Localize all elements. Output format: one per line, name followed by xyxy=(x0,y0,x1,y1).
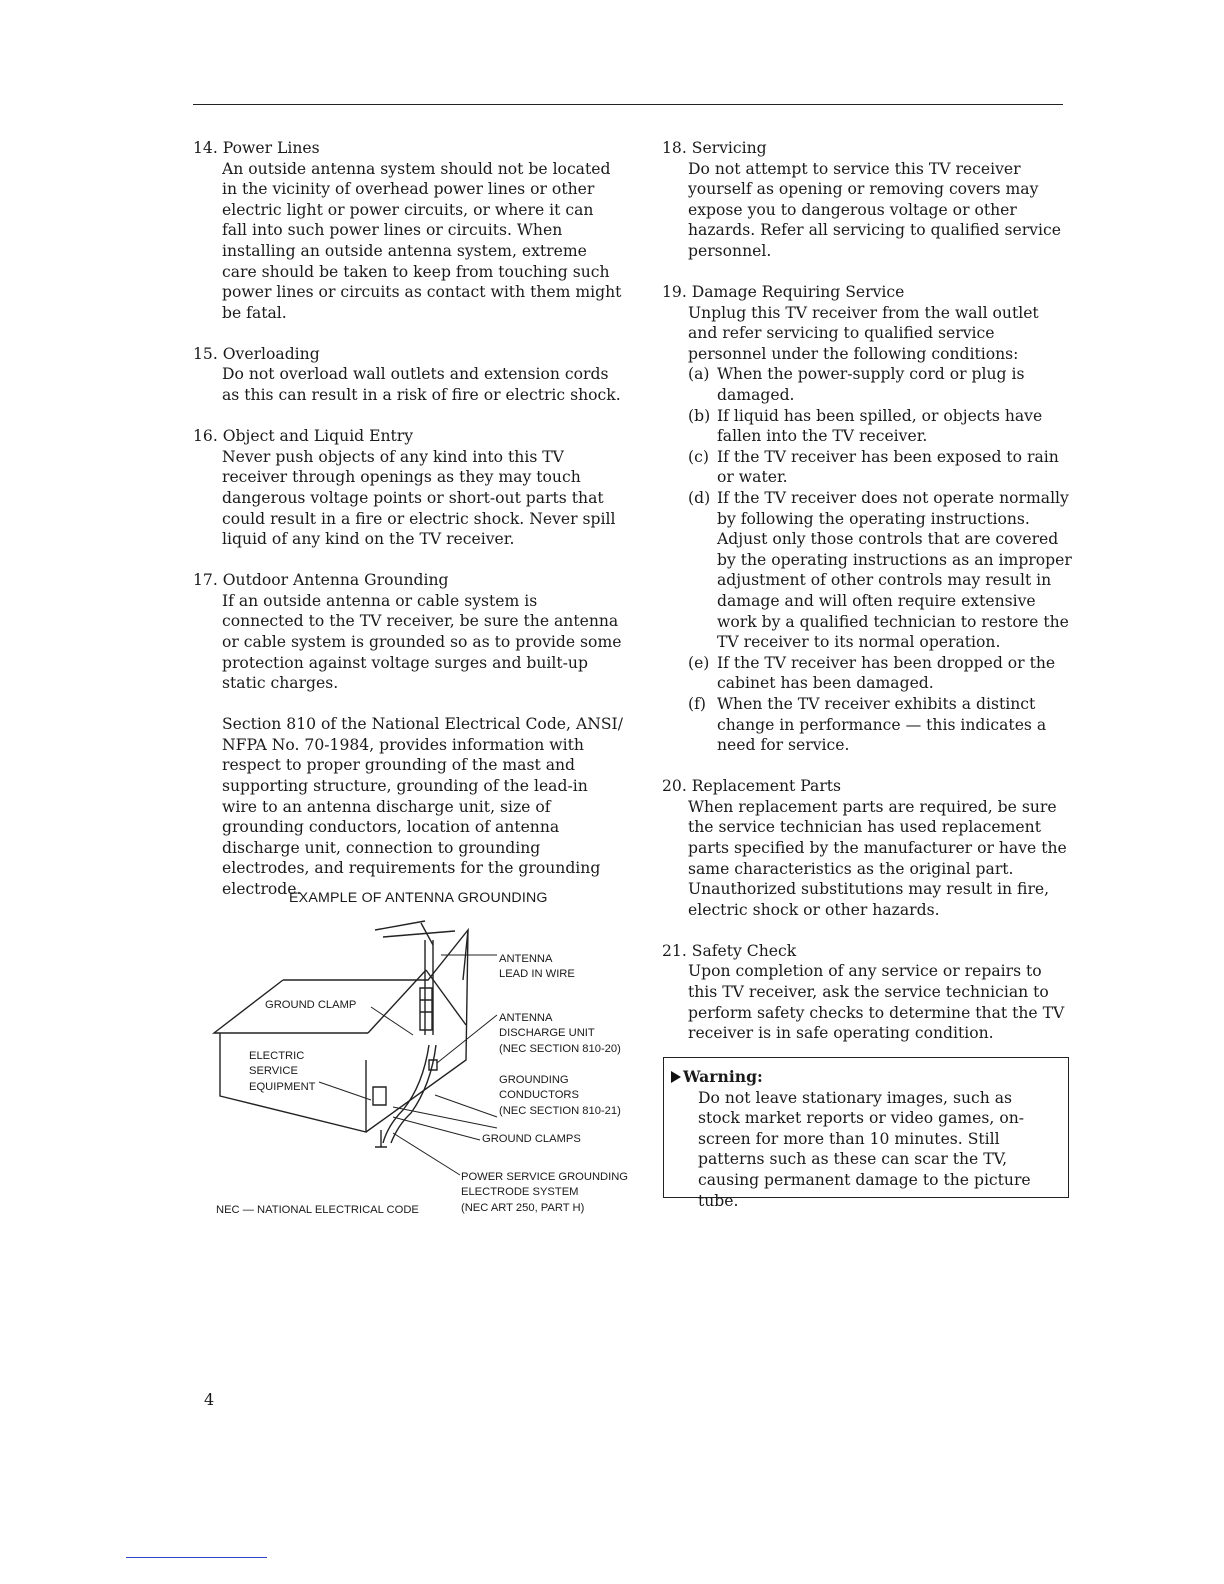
label-ground-clamps: GROUND CLAMPS xyxy=(482,1133,581,1145)
section-outdoor-antenna-grounding xyxy=(193,570,623,899)
section-object-liquid-entry xyxy=(193,426,623,550)
section-paragraph: Upon completion of any service or repairs to this TV receiver, ask the service technician to perform safety checks to determine that the TV receiver is in safe operating condition. xyxy=(688,962,1065,1043)
section-title: 19. Damage Requiring Service xyxy=(662,283,905,302)
section-damage-requiring-service xyxy=(662,282,1072,756)
section-paragraph: If an outside antenna or cable system is connected to the TV receiver, be sure the antenna or cable system is grounded so as to provide some protection against voltage surges and built-up static charges. xyxy=(222,591,622,693)
list-item-text: If the TV receiver has been exposed to rain or water. xyxy=(717,447,1059,487)
list-item xyxy=(688,488,1072,653)
list-item-letter: (e) xyxy=(688,653,710,672)
list-item-letter: (d) xyxy=(688,489,711,507)
antenna-grounding-figure xyxy=(193,885,653,1225)
list-item-text: When the power-supply cord or plug is damaged. xyxy=(717,365,1025,405)
label-discharge-antenna: ANTENNA xyxy=(499,1012,553,1024)
section-overloading xyxy=(193,344,623,406)
section-paragraph: Do not attempt to service this TV receiver yourself as opening or removing covers may expose you to dangerous voltage or other hazards. Refer all servicing to qualified service personnel. xyxy=(688,159,1061,260)
list-item-letter: (a) xyxy=(688,365,710,384)
label-discharge-unit: DISCHARGE UNIT xyxy=(499,1027,595,1040)
section-paragraph: Never push objects of any kind into this TV receiver through openings as they may touch dangerous voltage points or short-out parts that could result in a fire or electric shock. Never spill liquid of any kind on the TV receiver. xyxy=(222,447,616,549)
list-item xyxy=(688,653,1072,694)
right-column xyxy=(662,138,1072,1064)
section-paragraph: Unplug this TV receiver from the wall outlet and refer servicing to qualified service personnel under the following conditions: xyxy=(688,303,1039,363)
header-rule xyxy=(193,104,1063,105)
section-title: 17. Outdoor Antenna Grounding xyxy=(193,571,449,590)
section-paragraph: An outside antenna system should not be located in the vicinity of overhead power lines or other electric light or power circuits, or where it can fall into such power lines or circuits. When installing an outside antenna system, extreme care should be taken to keep from touching such power lines or circuits as contact with them might be fatal. xyxy=(222,159,622,322)
section-paragraph: Section 810 of the National Electrical Code, ANSI/ NFPA No. 70-1984, provides information with respect to proper grounding of the mast and supporting structure, grounding of the lead-in wire to an antenna discharge unit, size of grounding conductors, location of antenna discharge unit, connection to grounding electrodes, and requirements for the grounding electrode. xyxy=(222,715,623,898)
warning-heading xyxy=(671,1067,1058,1088)
list-item-letter: (f) xyxy=(688,694,706,713)
list-item xyxy=(688,447,1072,488)
list-item-text: If the TV receiver does not operate normally by following the operating instructions. Adjust only those controls that are covered by the operating instructions as an improper adjustment of other controls may result in damage and will often require extensive work by a qualified technician to restore the TV receiver to its normal operation. xyxy=(717,489,1072,652)
section-paragraph: Do not overload wall outlets and extension cords as this can result in a risk of fire or electric shock. xyxy=(222,365,621,405)
section-title: 16. Object and Liquid Entry xyxy=(193,427,414,446)
label-discharge-nec: (NEC SECTION 810-20) xyxy=(499,1042,621,1055)
list-item xyxy=(688,406,1072,447)
warning-box xyxy=(663,1057,1069,1210)
section-title: 15. Overloading xyxy=(193,344,320,363)
left-column xyxy=(193,138,623,920)
label-grounding: GROUNDING xyxy=(499,1074,569,1086)
section-safety-check xyxy=(662,941,1072,1044)
section-paragraph: When replacement parts are required, be sure the service technician has used replacement parts specified by the manufacturer or have the same characteristics as the original part. Unauthorized substitutions may result in fire, electric shock or other hazards. xyxy=(688,797,1067,919)
label-electric: ELECTRIC xyxy=(249,1050,305,1062)
section-title: 18. Servicing xyxy=(662,139,767,157)
section-title: 20. Replacement Parts xyxy=(662,777,842,796)
list-item-text: If liquid has been spilled, or objects have fallen into the TV receiver. xyxy=(717,406,1043,446)
list-item xyxy=(688,694,1072,756)
list-item-text: When the TV receiver exhibits a distinct change in performance — this indicates a need for service. xyxy=(717,694,1047,755)
section-servicing xyxy=(662,138,1072,262)
list-item xyxy=(688,364,1072,405)
warning-arrow-icon xyxy=(671,1071,681,1083)
label-antenna: ANTENNA xyxy=(499,953,553,965)
label-electrode-nec: (NEC ART 250, PART H) xyxy=(461,1201,585,1214)
section-title: 21. Safety Check xyxy=(662,941,797,960)
section-title: 14. Power Lines xyxy=(193,139,320,157)
figure-title: EXAMPLE OF ANTENNA GROUNDING xyxy=(289,890,548,906)
list-item-letter: (c) xyxy=(688,447,709,466)
label-equipment: EQUIPMENT xyxy=(249,1080,316,1093)
label-nec-note: NEC — NATIONAL ELECTRICAL CODE xyxy=(216,1204,419,1216)
footer-rule xyxy=(126,1557,267,1558)
label-conductors: CONDUCTORS xyxy=(499,1089,579,1102)
warning-title: Warning: xyxy=(683,1067,763,1086)
warning-text: Do not leave stationary images, such as stock market reports or video games, on-screen for more than 10 minutes. Still patterns such as these can scar the TV, causing permanent damage to the picture tube. xyxy=(698,1088,1031,1210)
section-power-lines xyxy=(193,138,623,323)
list-item-letter: (b) xyxy=(688,406,711,425)
label-service: SERVICE xyxy=(249,1065,298,1078)
section-replacement-parts xyxy=(662,776,1072,920)
label-conductors-nec: (NEC SECTION 810-21) xyxy=(499,1104,621,1117)
list-item-text: If the TV receiver has been dropped or the cabinet has been damaged. xyxy=(717,653,1056,693)
label-electrode-system: ELECTRODE SYSTEM xyxy=(461,1186,579,1199)
label-power-service-grounding: POWER SERVICE GROUNDING xyxy=(461,1171,629,1183)
label-lead-in-wire: LEAD IN WIRE xyxy=(499,968,575,981)
page-number: 4 xyxy=(204,1390,215,1409)
label-ground-clamp: GROUND CLAMP xyxy=(265,999,357,1011)
